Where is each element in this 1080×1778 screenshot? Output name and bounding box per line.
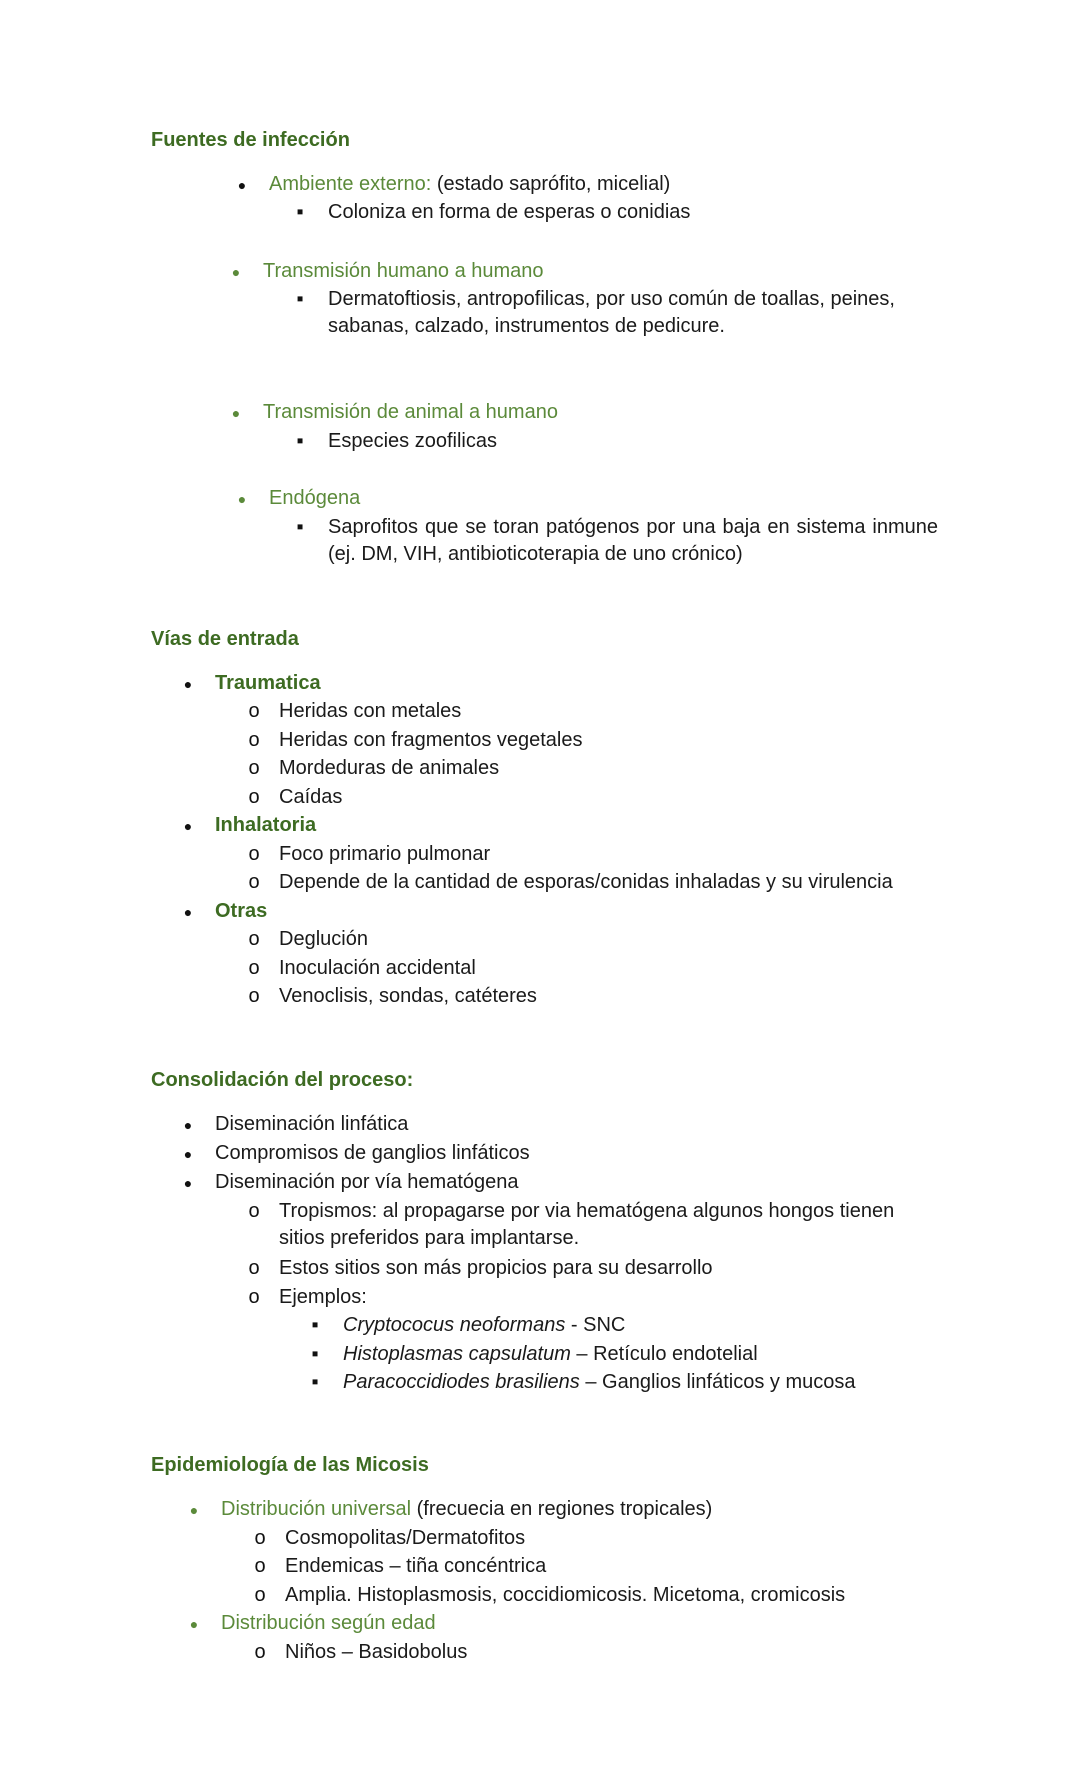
sub-item: Deglución — [279, 928, 368, 950]
circle-bullet-icon — [250, 1582, 270, 1608]
sub-item: Amplia. Histoplasmosis, coccidiomicosis. Micetoma, cromicosis — [285, 1584, 846, 1606]
list-item-ambiente: Ambiente externo: (estado saprófito, micelial) — [269, 173, 671, 195]
bullet-icon — [232, 485, 252, 512]
circle-bullet-icon — [250, 1639, 270, 1665]
bullet-icon — [184, 1496, 204, 1523]
list-item: Diseminación por vía hematógena — [215, 1171, 519, 1193]
list-item-inhalatoria: Inhalatoria — [215, 814, 317, 836]
circle-bullet-icon — [244, 698, 264, 724]
circle-bullet-icon — [244, 955, 264, 981]
bullet-icon — [178, 812, 198, 839]
list-item-humano-humano: Transmisión humano a humano — [263, 260, 544, 282]
circle-bullet-icon — [250, 1553, 270, 1579]
heading-vias-entrada: Vías de entrada — [151, 628, 299, 650]
bullet-icon — [184, 1610, 204, 1637]
list-item-animal-humano: Transmisión de animal a humano — [263, 401, 558, 423]
list-item-distribucion-universal: Distribución universal (frecuecia en regiones tropicales) — [221, 1498, 713, 1520]
heading-fuentes-infeccion: Fuentes de infección — [151, 129, 350, 151]
circle-bullet-icon — [250, 1525, 270, 1551]
circle-bullet-icon — [244, 727, 264, 753]
sub-item: Foco primario pulmonar — [279, 843, 491, 865]
bullet-icon — [226, 399, 246, 426]
bullet-icon — [226, 258, 246, 285]
sub-item: Heridas con metales — [279, 700, 462, 722]
example-item: Cryptococus neoformans - SNC — [343, 1314, 626, 1336]
sub-item-tropismos: Tropismos: al propagarse por via hematógena algunos hongos tienen sitios preferidos para implantarse. — [279, 1200, 895, 1249]
list-item-otras: Otras — [215, 900, 268, 922]
sub-item: Heridas con fragmentos vegetales — [279, 729, 583, 751]
bullet-icon — [178, 670, 198, 697]
circle-bullet-icon — [244, 784, 264, 810]
sub-item-zoofilicas: Especies zoofilicas — [328, 430, 497, 452]
sub-item: Ejemplos: — [279, 1286, 367, 1308]
square-bullet-icon — [290, 514, 310, 540]
sub-item: Inoculación accidental — [279, 957, 476, 979]
square-bullet-icon — [305, 1312, 325, 1338]
list-item-distribucion-edad: Distribución según edad — [221, 1612, 436, 1634]
square-bullet-icon — [290, 428, 310, 454]
circle-bullet-icon — [244, 755, 264, 781]
sub-item: Depende de la cantidad de esporas/conidas inhaladas y su virulencia — [279, 871, 893, 893]
sub-item: Caídas — [279, 786, 343, 808]
square-bullet-icon — [290, 286, 310, 312]
list-item-endogena: Endógena — [269, 487, 361, 509]
circle-bullet-icon — [244, 869, 264, 895]
circle-bullet-icon — [244, 983, 264, 1009]
heading-epidemiologia: Epidemiología de las Micosis — [151, 1454, 429, 1476]
circle-bullet-icon — [244, 841, 264, 867]
circle-bullet-icon — [244, 926, 264, 952]
sub-item: Endemicas – tiña concéntrica — [285, 1555, 547, 1577]
circle-bullet-icon — [244, 1198, 264, 1224]
sub-item: Niños – Basidobolus — [285, 1641, 468, 1663]
square-bullet-icon — [290, 199, 310, 225]
sub-item: Estos sitios son más propicios para su desarrollo — [279, 1257, 713, 1279]
sub-item: Venoclisis, sondas, catéteres — [279, 985, 537, 1007]
square-bullet-icon — [305, 1341, 325, 1367]
sub-item: Cosmopolitas/Dermatofitos — [285, 1527, 526, 1549]
bullet-icon — [232, 171, 252, 198]
example-item: Paracoccidiodes brasiliens – Ganglios linfáticos y mucosa — [343, 1371, 856, 1393]
sub-item-dermatoftiosis: Dermatoftiosis, antropofilicas, por uso común de toallas, peines, sabanas, calzado, instrumentos de pedicure. — [328, 288, 895, 337]
heading-consolidacion: Consolidación del proceso: — [151, 1069, 414, 1091]
sub-item-coloniza: Coloniza en forma de esperas o conidias — [328, 201, 691, 223]
circle-bullet-icon — [244, 1284, 264, 1310]
square-bullet-icon — [305, 1369, 325, 1395]
sub-item: Mordeduras de animales — [279, 757, 500, 779]
sub-item-saprofitos: Saprofitos que se toran patógenos por una baja en sistema inmune (ej. DM, VIH, antibioticoterapia de uno crónico) — [328, 516, 938, 565]
example-item: Histoplasmas capsulatum – Retículo endotelial — [343, 1343, 758, 1365]
bullet-icon — [178, 1140, 198, 1167]
circle-bullet-icon — [244, 1255, 264, 1281]
bullet-icon — [178, 898, 198, 925]
bullet-icon — [178, 1111, 198, 1138]
bullet-icon — [178, 1169, 198, 1196]
list-item-traumatica: Traumatica — [215, 672, 321, 694]
list-item: Compromisos de ganglios linfáticos — [215, 1142, 530, 1164]
list-item: Diseminación linfática — [215, 1113, 409, 1135]
